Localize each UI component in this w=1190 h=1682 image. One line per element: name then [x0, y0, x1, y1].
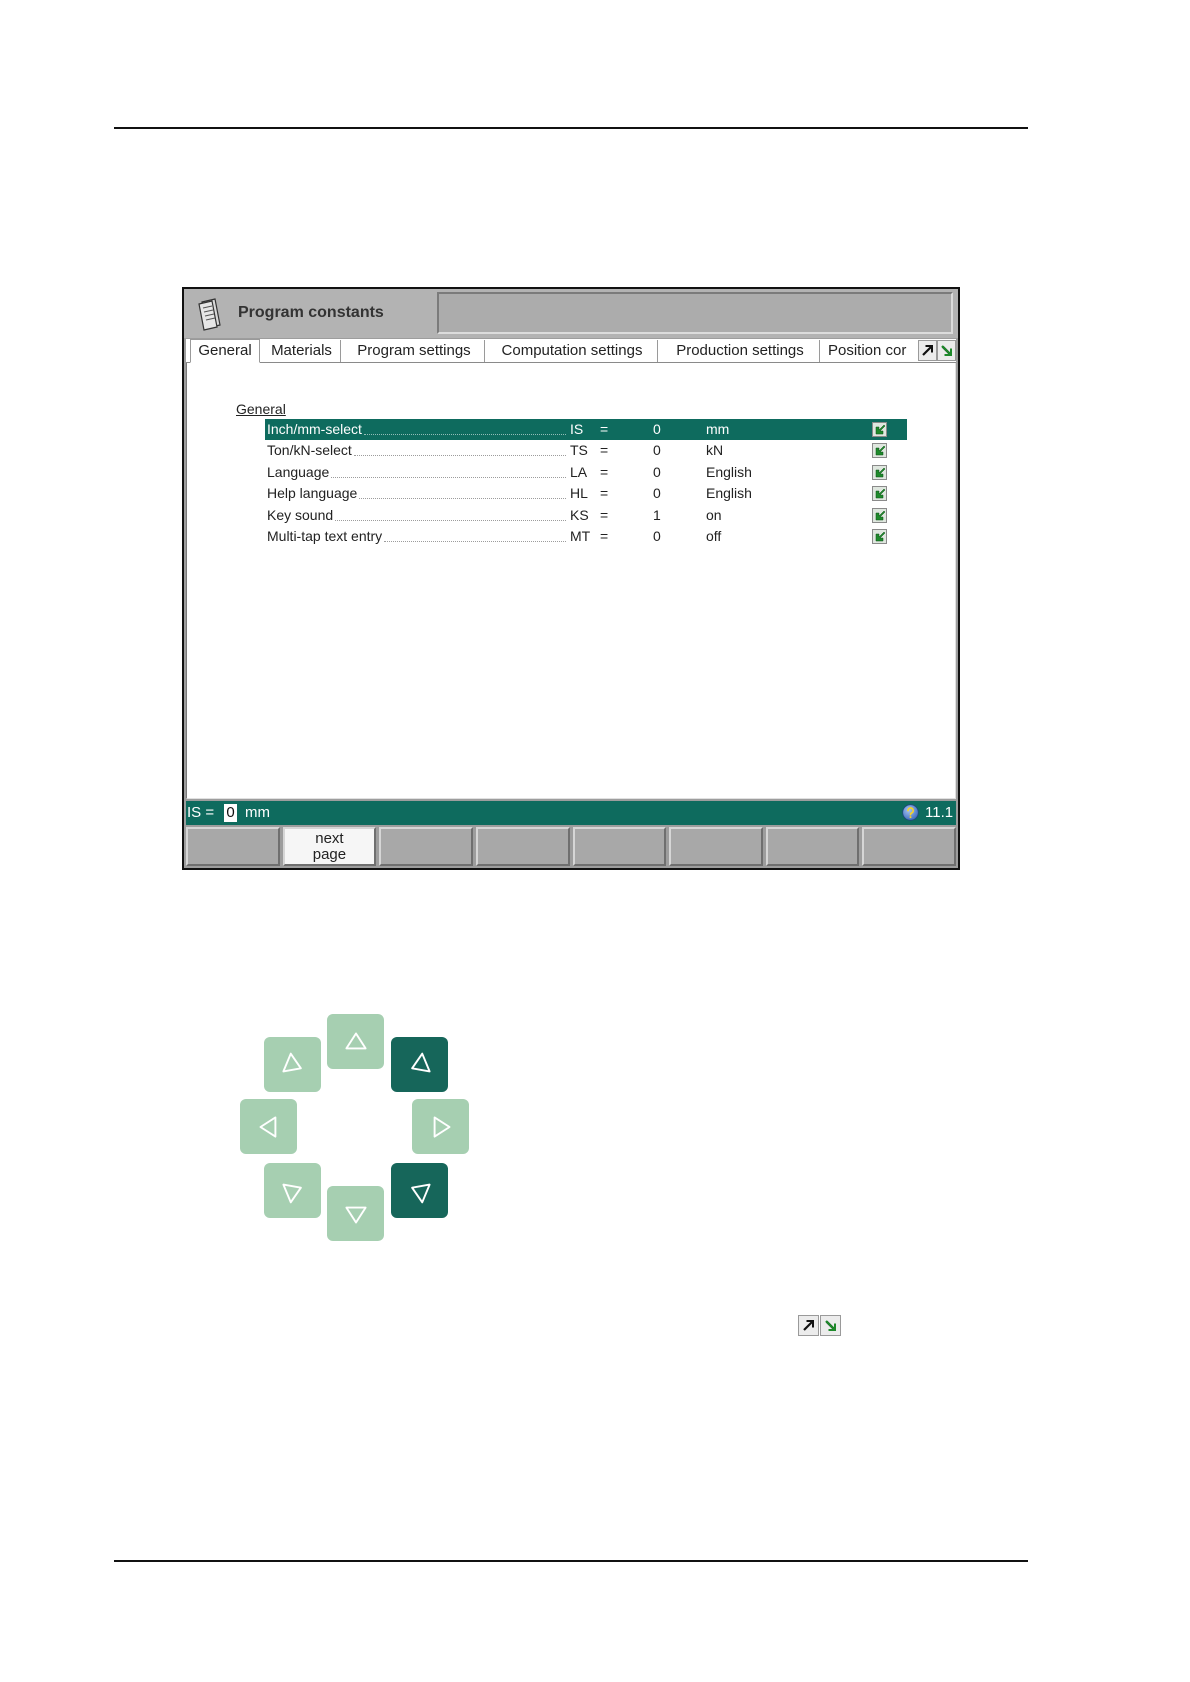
tab-position[interactable]: Position cor	[828, 342, 907, 359]
list-item-multi-tap-text-entry[interactable]	[265, 526, 907, 547]
parameter-name-cell	[267, 505, 568, 526]
parameter-name: Language	[267, 464, 330, 480]
arrow-up-left-icon	[404, 1175, 436, 1207]
dotted-leader	[384, 541, 566, 542]
nav-key-upper-left[interactable]	[264, 1037, 321, 1092]
parameter-code: TS	[570, 442, 588, 458]
parameter-unit: off	[706, 528, 722, 544]
parameter-name-cell	[267, 462, 568, 483]
softkey-bar	[186, 827, 956, 866]
tab-scroll-previous-button[interactable]	[918, 340, 937, 361]
parameter-name: Key sound	[267, 507, 334, 523]
parameter-name: Help language	[267, 485, 358, 501]
parameter-unit: on	[706, 507, 722, 523]
softkey-1[interactable]	[186, 827, 280, 866]
softkey-5[interactable]	[573, 827, 667, 866]
equals-sign: =	[600, 464, 609, 480]
softkey-8[interactable]	[862, 827, 956, 866]
check-icon	[872, 465, 887, 480]
list-item-inch-mm-select[interactable]	[265, 419, 907, 440]
nav-key-down[interactable]	[327, 1186, 384, 1241]
parameter-value: 0	[653, 442, 661, 458]
title-bar	[184, 289, 958, 338]
parameter-value: 0	[653, 528, 661, 544]
parameter-value: 0	[653, 421, 661, 437]
window-title: Program constants	[238, 304, 384, 321]
parameter-name-cell	[267, 419, 568, 440]
nav-key-lower-right[interactable]	[391, 1163, 448, 1218]
section-heading: General	[236, 401, 286, 417]
arrow-up-icon	[340, 1026, 372, 1058]
equals-sign: =	[600, 507, 609, 523]
arrow-down-icon	[340, 1198, 372, 1230]
arrow-left-icon	[253, 1111, 285, 1143]
arrow-down-left-icon	[404, 1049, 436, 1081]
nav-key-upper-right[interactable]	[391, 1037, 448, 1092]
softkey-label-line2: page	[312, 845, 347, 863]
status-bar	[186, 801, 956, 825]
list-item-help-language[interactable]	[265, 483, 907, 504]
next-page-button[interactable]	[283, 827, 377, 866]
softkey-6[interactable]	[669, 827, 763, 866]
help-icon[interactable]	[902, 804, 919, 821]
status-unit: mm	[245, 804, 270, 821]
status-parameter-label: IS =	[187, 804, 215, 821]
equals-sign: =	[600, 528, 609, 544]
dotted-leader	[359, 498, 566, 499]
nav-key-lower-left[interactable]	[264, 1163, 321, 1218]
document-icon	[196, 297, 222, 331]
parameter-value: 0	[653, 485, 661, 501]
parameter-unit: mm	[706, 421, 730, 437]
parameter-value: 1	[653, 507, 661, 523]
equals-sign: =	[600, 442, 609, 458]
check-icon	[872, 529, 887, 544]
parameter-code: HL	[570, 485, 588, 501]
program-constants-screen	[182, 287, 960, 870]
dotted-leader	[354, 455, 566, 456]
list-item-language[interactable]	[265, 462, 907, 483]
parameter-code: LA	[570, 464, 588, 480]
title-info-field	[437, 292, 953, 334]
status-value-field[interactable]: 0	[224, 804, 237, 822]
scroll-down-icon	[940, 344, 953, 357]
tab-bar	[186, 339, 956, 363]
header-rule	[114, 127, 1028, 129]
footer-rule	[114, 1560, 1028, 1562]
scroll-buttons-legend	[798, 1315, 841, 1336]
softkey-7[interactable]	[766, 827, 860, 866]
tab-scroll-next-button[interactable]	[937, 340, 956, 361]
dotted-leader	[364, 434, 566, 435]
check-icon	[872, 422, 887, 437]
list-item-ton-kn-select[interactable]	[265, 440, 907, 461]
softkey-3[interactable]	[379, 827, 473, 866]
nav-key-left[interactable]	[240, 1099, 297, 1154]
scroll-up-icon	[802, 1319, 815, 1332]
parameter-code: KS	[570, 507, 589, 523]
parameter-name-cell	[267, 526, 568, 547]
parameter-value: 0	[653, 464, 661, 480]
legend-scroll-down-button	[820, 1315, 841, 1336]
tab-materials[interactable]: Materials	[263, 340, 341, 362]
scroll-up-icon	[921, 344, 934, 357]
nav-key-right[interactable]	[412, 1099, 469, 1154]
arrow-down-right-icon	[277, 1049, 309, 1081]
parameter-name: Inch/mm-select	[267, 421, 362, 437]
tab-general[interactable]: General	[190, 339, 260, 363]
equals-sign: =	[600, 421, 609, 437]
check-icon	[872, 443, 887, 458]
parameter-unit: kN	[706, 442, 724, 458]
softkey-4[interactable]	[476, 827, 570, 866]
version-label: 11.1	[925, 804, 954, 821]
dotted-leader	[331, 477, 566, 478]
parameter-name: Multi-tap text entry	[267, 528, 383, 544]
parameter-name: Ton/kN-select	[267, 442, 352, 458]
arrow-right-icon	[425, 1111, 457, 1143]
check-icon	[872, 486, 887, 501]
parameter-unit: English	[706, 485, 752, 501]
equals-sign: =	[600, 485, 609, 501]
tab-computation-settings[interactable]: Computation settings	[487, 340, 658, 362]
nav-key-up[interactable]	[327, 1014, 384, 1069]
parameter-name-cell	[267, 440, 568, 461]
parameter-unit: English	[706, 464, 752, 480]
parameter-code: MT	[570, 528, 591, 544]
parameter-code: IS	[570, 421, 584, 437]
softkey-label-line1: next	[315, 829, 344, 847]
list-item-key-sound[interactable]	[265, 505, 907, 526]
dotted-leader	[335, 520, 566, 521]
tab-production-settings[interactable]: Production settings	[661, 340, 820, 362]
parameter-name-cell	[267, 483, 568, 504]
scroll-down-icon	[824, 1319, 837, 1332]
arrow-up-right-icon	[277, 1175, 309, 1207]
legend-scroll-up-button	[798, 1315, 819, 1336]
tab-program-settings[interactable]: Program settings	[344, 340, 485, 362]
check-icon	[872, 508, 887, 523]
